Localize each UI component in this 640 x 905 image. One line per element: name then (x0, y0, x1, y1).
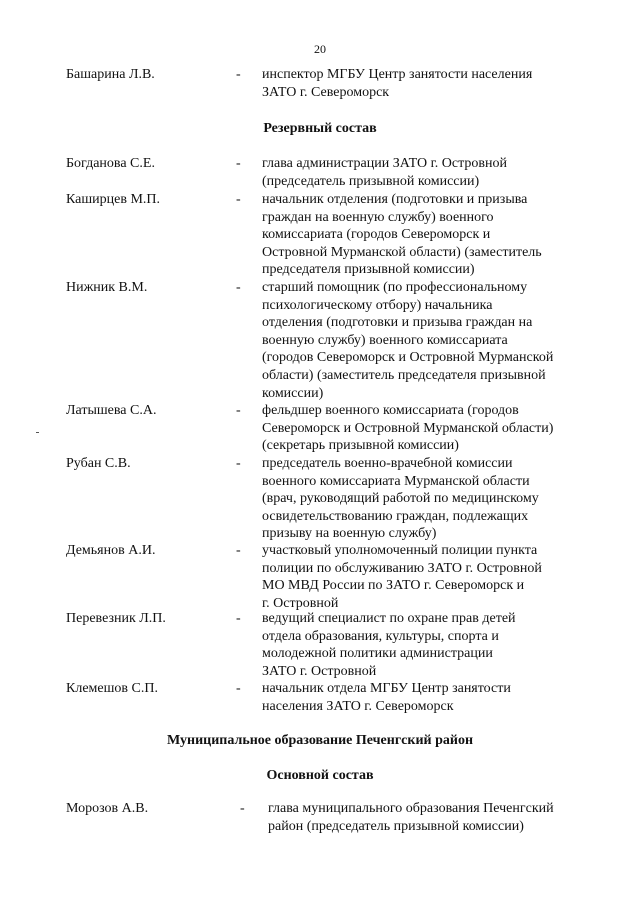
position-line: старший помощник (по профессиональному (262, 280, 528, 295)
member-position (262, 402, 592, 455)
position-line: военного комиссариата Мурманской области (262, 473, 530, 489)
position-line: председателя призывной комиссии) (262, 262, 475, 278)
member-name: Нижник В.М. (66, 280, 148, 295)
position-line: участковый уполномоченный полиции пункта (262, 543, 538, 558)
member-dash: - (236, 403, 241, 418)
member-position (262, 542, 592, 612)
member-name: Башарина Л.В. (66, 67, 155, 82)
member-name: Морозов А.В. (66, 801, 149, 816)
member-dash: - (236, 280, 241, 295)
position-line: ЗАТО г. Островной (262, 663, 377, 679)
position-line: ЗАТО г. Североморск (262, 84, 390, 100)
position-line: Островной Мурманской области) (заместитель (262, 244, 542, 260)
position-line: военную службу) военного комиссариата (262, 332, 508, 348)
position-line: отделения (подготовки и призыва граждан на (262, 315, 533, 331)
position-line: район (председатель призывной комиссии) (268, 818, 524, 834)
member-dash: - (240, 801, 245, 816)
member-dash: - (236, 67, 241, 82)
member-position (262, 66, 592, 101)
position-line: (врач, руководящий работой по медицинскому (262, 491, 539, 507)
position-line: комиссариата (городов Североморск и (262, 227, 491, 243)
member-position (262, 155, 592, 190)
scan-speck (36, 432, 39, 433)
position-line: (председатель призывной комиссии) (262, 173, 480, 189)
member-dash: - (236, 156, 241, 171)
member-name: Демьянов А.И. (66, 543, 156, 558)
position-line: молодежной политики администрации (262, 646, 493, 662)
position-line: глава администрации ЗАТО г. Островной (262, 156, 507, 171)
member-dash: - (236, 681, 241, 696)
member-name: Латышева С.А. (66, 403, 157, 418)
member-position (262, 191, 592, 279)
position-line: граждан на военную службу) военного (262, 209, 494, 225)
position-line: инспектор МГБУ Центр занятости населения (262, 67, 533, 82)
member-position (262, 279, 592, 402)
position-line: населения ЗАТО г. Североморск (262, 698, 454, 714)
member-position (262, 680, 592, 715)
position-line: глава муниципального образования Печенгский (268, 801, 554, 816)
position-line: освидетельствованию граждан, подлежащих (262, 508, 529, 524)
position-line: психологическому отбору) начальника (262, 297, 493, 313)
position-line: Североморск и Островной Мурманской области) (262, 420, 554, 436)
position-line: фельдшер военного комиссариата (городов (262, 403, 519, 418)
position-line: (секретарь призывной комиссии) (262, 438, 459, 454)
position-line: председатель военно-врачебной комиссии (262, 456, 513, 471)
member-position (268, 800, 598, 835)
member-dash: - (236, 611, 241, 626)
position-line: (городов Североморск и Островной Мурманской (262, 350, 554, 366)
position-line: ведущий специалист по охране прав детей (262, 611, 516, 626)
position-line: начальник отделения (подготовки и призыва (262, 192, 528, 207)
member-position (262, 610, 592, 680)
position-line: отдела образования, культуры, спорта и (262, 628, 499, 644)
member-name: Богданова С.Е. (66, 156, 155, 171)
position-line: области) (заместитель председателя призывной (262, 367, 546, 383)
member-position (262, 455, 592, 543)
position-line: г. Островной (262, 595, 339, 611)
member-dash: - (236, 543, 241, 558)
member-name: Перевезник Л.П. (66, 611, 166, 626)
position-line: МО МВД России по ЗАТО г. Североморск и (262, 578, 525, 594)
main-composition-heading: Основной состав (266, 768, 374, 783)
position-line: призыву на военную службу) (262, 526, 437, 542)
member-name: Каширцев М.П. (66, 192, 161, 207)
member-name: Рубан С.В. (66, 456, 131, 471)
reserve-heading: Резервный состав (263, 121, 377, 136)
position-line: полиции по обслуживанию ЗАТО г. Островной (262, 560, 542, 576)
member-dash: - (236, 456, 241, 471)
member-dash: - (236, 192, 241, 207)
member-name: Клемешов С.П. (66, 681, 158, 696)
page-number: 20 (314, 42, 326, 56)
position-line: начальник отдела МГБУ Центр занятости (262, 681, 511, 696)
position-line: комиссии) (262, 385, 324, 401)
municipality-heading: Муниципальное образование Печенгский район (166, 733, 474, 748)
